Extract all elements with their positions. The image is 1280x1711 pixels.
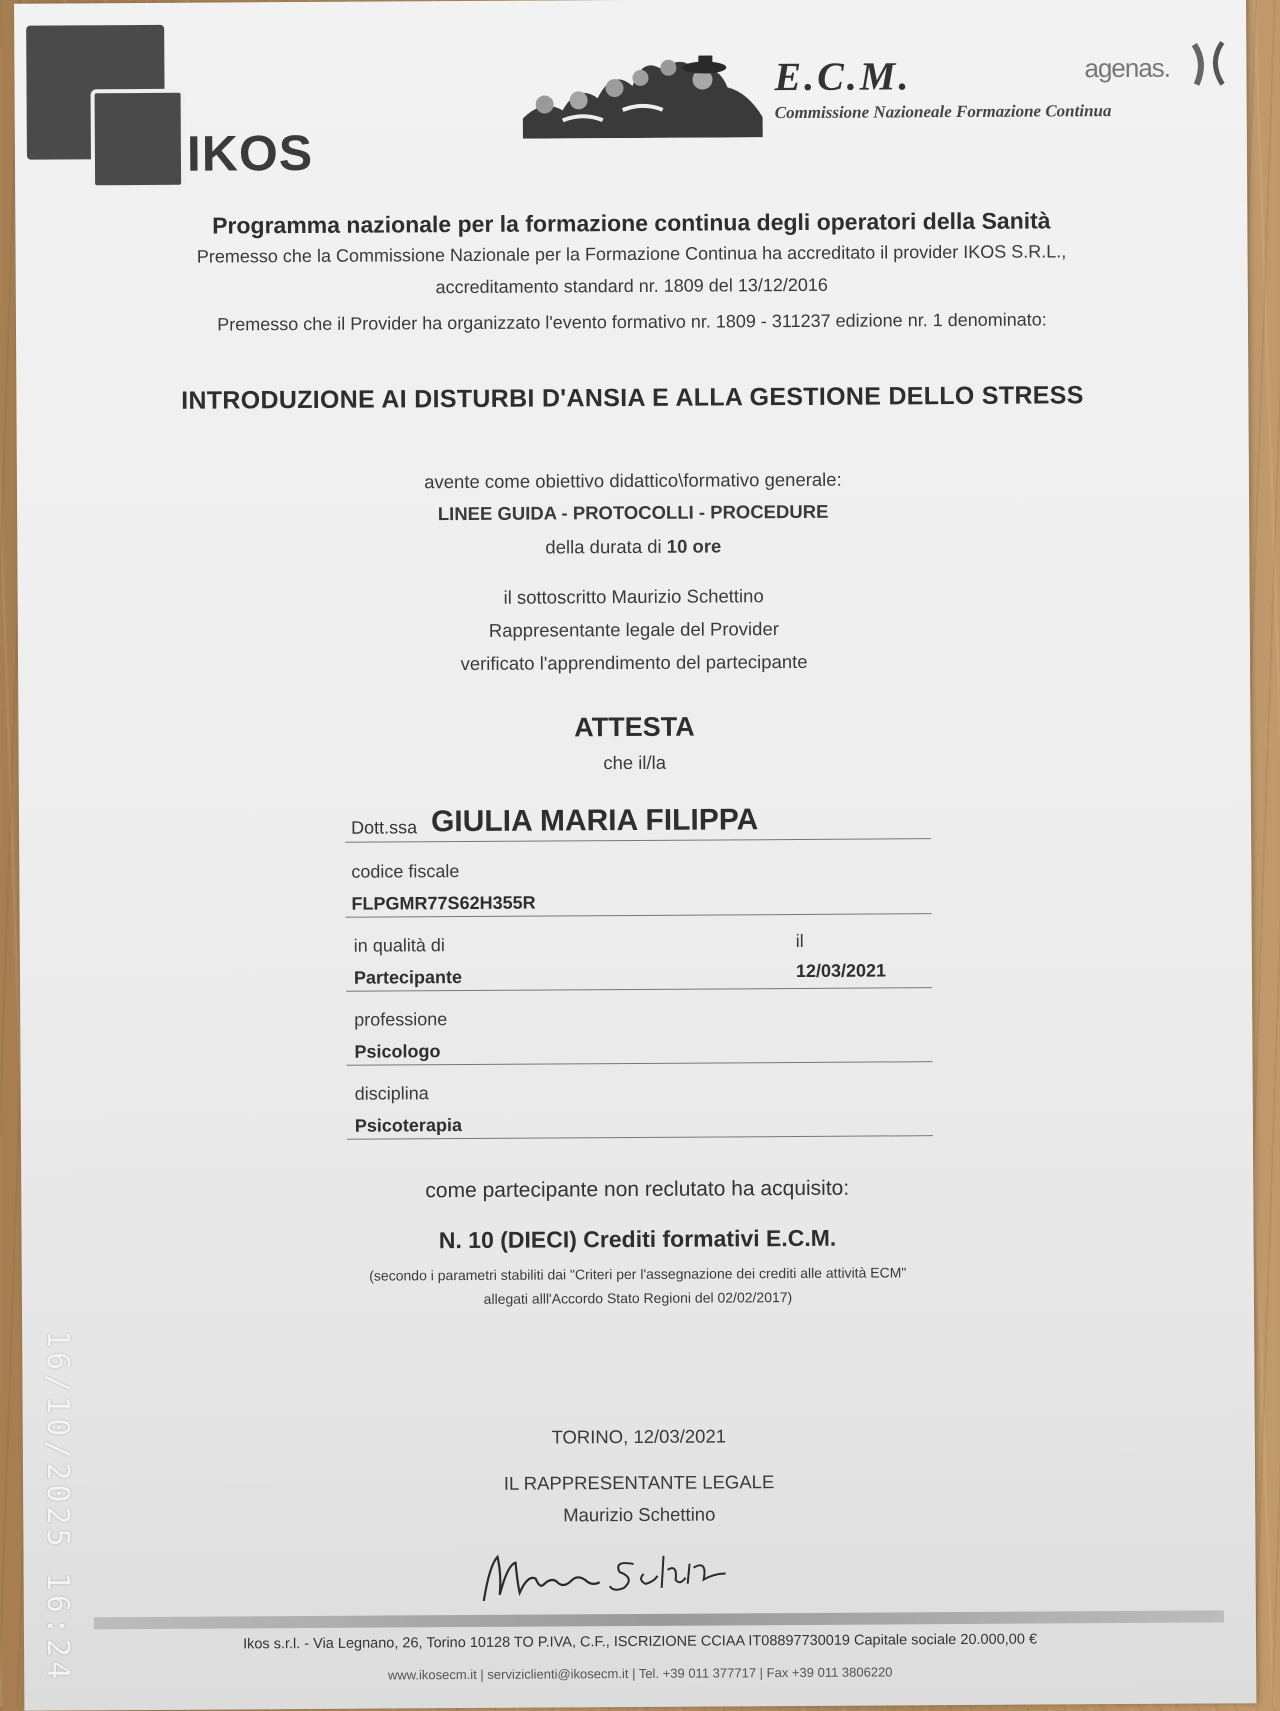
credits-note-2: allegati alll'Accordo Stato Regioni del 02/02/2017) bbox=[483, 1289, 793, 1307]
role-value: Partecipante bbox=[353, 967, 463, 988]
legal-rep-name: Maurizio Schettino bbox=[563, 1503, 716, 1526]
objective-value: LINEE GUIDA - PROTOCOLLI - PROCEDURE bbox=[437, 500, 829, 525]
program-title: Programma nazionale per la formazione continua degli operatori della Sanità bbox=[212, 207, 1051, 239]
intro-line-2: accreditamento standard nr. 1809 del 13/12/2016 bbox=[435, 274, 828, 298]
certificate-page bbox=[14, 0, 1256, 1711]
credits-intro: come partecipante non reclutato ha acquisito: bbox=[425, 1176, 850, 1203]
discipline-value: Psicoterapia bbox=[354, 1115, 462, 1136]
profession-value: Psicologo bbox=[354, 1041, 441, 1062]
attesta-heading: ATTESTA bbox=[574, 711, 695, 743]
signature-image bbox=[463, 1533, 783, 1615]
ikos-logo-square-small bbox=[91, 89, 186, 190]
footer-company-line: Ikos s.r.l. - Via Legnano, 26, Torino 10128 TO P.IVA, C.F., ISCRIZIONE CCIAA IT08897730019 Capitale sociale 20.000,00 € bbox=[243, 1631, 1038, 1653]
duration-prefix: della durata di bbox=[545, 535, 662, 558]
discipline-label: disciplina bbox=[354, 1083, 429, 1104]
provider-role-line: Rappresentante legale del Provider bbox=[488, 618, 779, 641]
date-value: 12/03/2021 bbox=[795, 960, 887, 982]
footer-contact-line: www.ikosecm.it | serviziclienti@ikosecm.it | Tel. +39 011 377717 | Fax +39 011 3806220 bbox=[387, 1664, 893, 1683]
credits-value: N. 10 (DIECI) Crediti formativi E.C.M. bbox=[438, 1224, 837, 1254]
ecm-subtitle: Commissione Nazioneale Formazione Continua bbox=[774, 101, 1112, 123]
ecm-engraving-image bbox=[522, 47, 763, 138]
intro-line-1: Premesso che la Commissione Nazionale per la Formazione Continua ha accreditato il provider IKOS S.R.L., bbox=[196, 241, 1067, 267]
fiscal-code-value: FLPGMR77S62H355R bbox=[351, 892, 536, 914]
date-label: il bbox=[795, 930, 804, 952]
place-date: TORINO, 12/03/2021 bbox=[551, 1425, 727, 1448]
objective-label: avente come obiettivo didattico\formativo generale: bbox=[424, 468, 842, 493]
ikos-logo-text: IKOS bbox=[186, 124, 314, 182]
duration-line bbox=[17, 532, 1249, 562]
photo-timestamp: 16/10/2025 16:24 bbox=[40, 1330, 75, 1683]
profession-label: professione bbox=[354, 1009, 448, 1030]
agenas-mark-icon bbox=[1188, 40, 1228, 86]
ecm-title: E.C.M. bbox=[774, 53, 912, 100]
fiscal-code-label: codice fiscale bbox=[351, 861, 460, 882]
legal-rep-title: IL RAPPRESENTANTE LEGALE bbox=[503, 1471, 775, 1494]
role-label: in qualità di bbox=[353, 935, 445, 956]
course-title: INTRODUZIONE AI DISTURBI D'ANSIA E ALLA GESTIONE DELLO STRESS bbox=[181, 381, 1084, 415]
duration-value: 10 ore bbox=[666, 535, 722, 557]
participant-name: GIULIA MARIA FILIPPA bbox=[430, 803, 759, 839]
credits-note-1: (secondo i parametri stabiliti dai "Criteri per l'assegnazione dei crediti alle attività ECM" bbox=[369, 1264, 907, 1284]
intro-line-3: Premesso che il Provider ha organizzato l'evento formativo nr. 1809 - 311237 edizione nr. 1 denominato: bbox=[217, 309, 1047, 335]
footer-bar bbox=[94, 1610, 1224, 1629]
participant-title: Dott.ssa bbox=[350, 817, 418, 838]
agenas-logo-text: agenas. bbox=[1084, 52, 1171, 84]
signer-line: il sottoscritto Maurizio Schettino bbox=[503, 585, 764, 608]
verified-line: verificato l'apprendimento del partecipante bbox=[460, 650, 808, 675]
attesta-subtitle: che il/la bbox=[603, 751, 667, 774]
